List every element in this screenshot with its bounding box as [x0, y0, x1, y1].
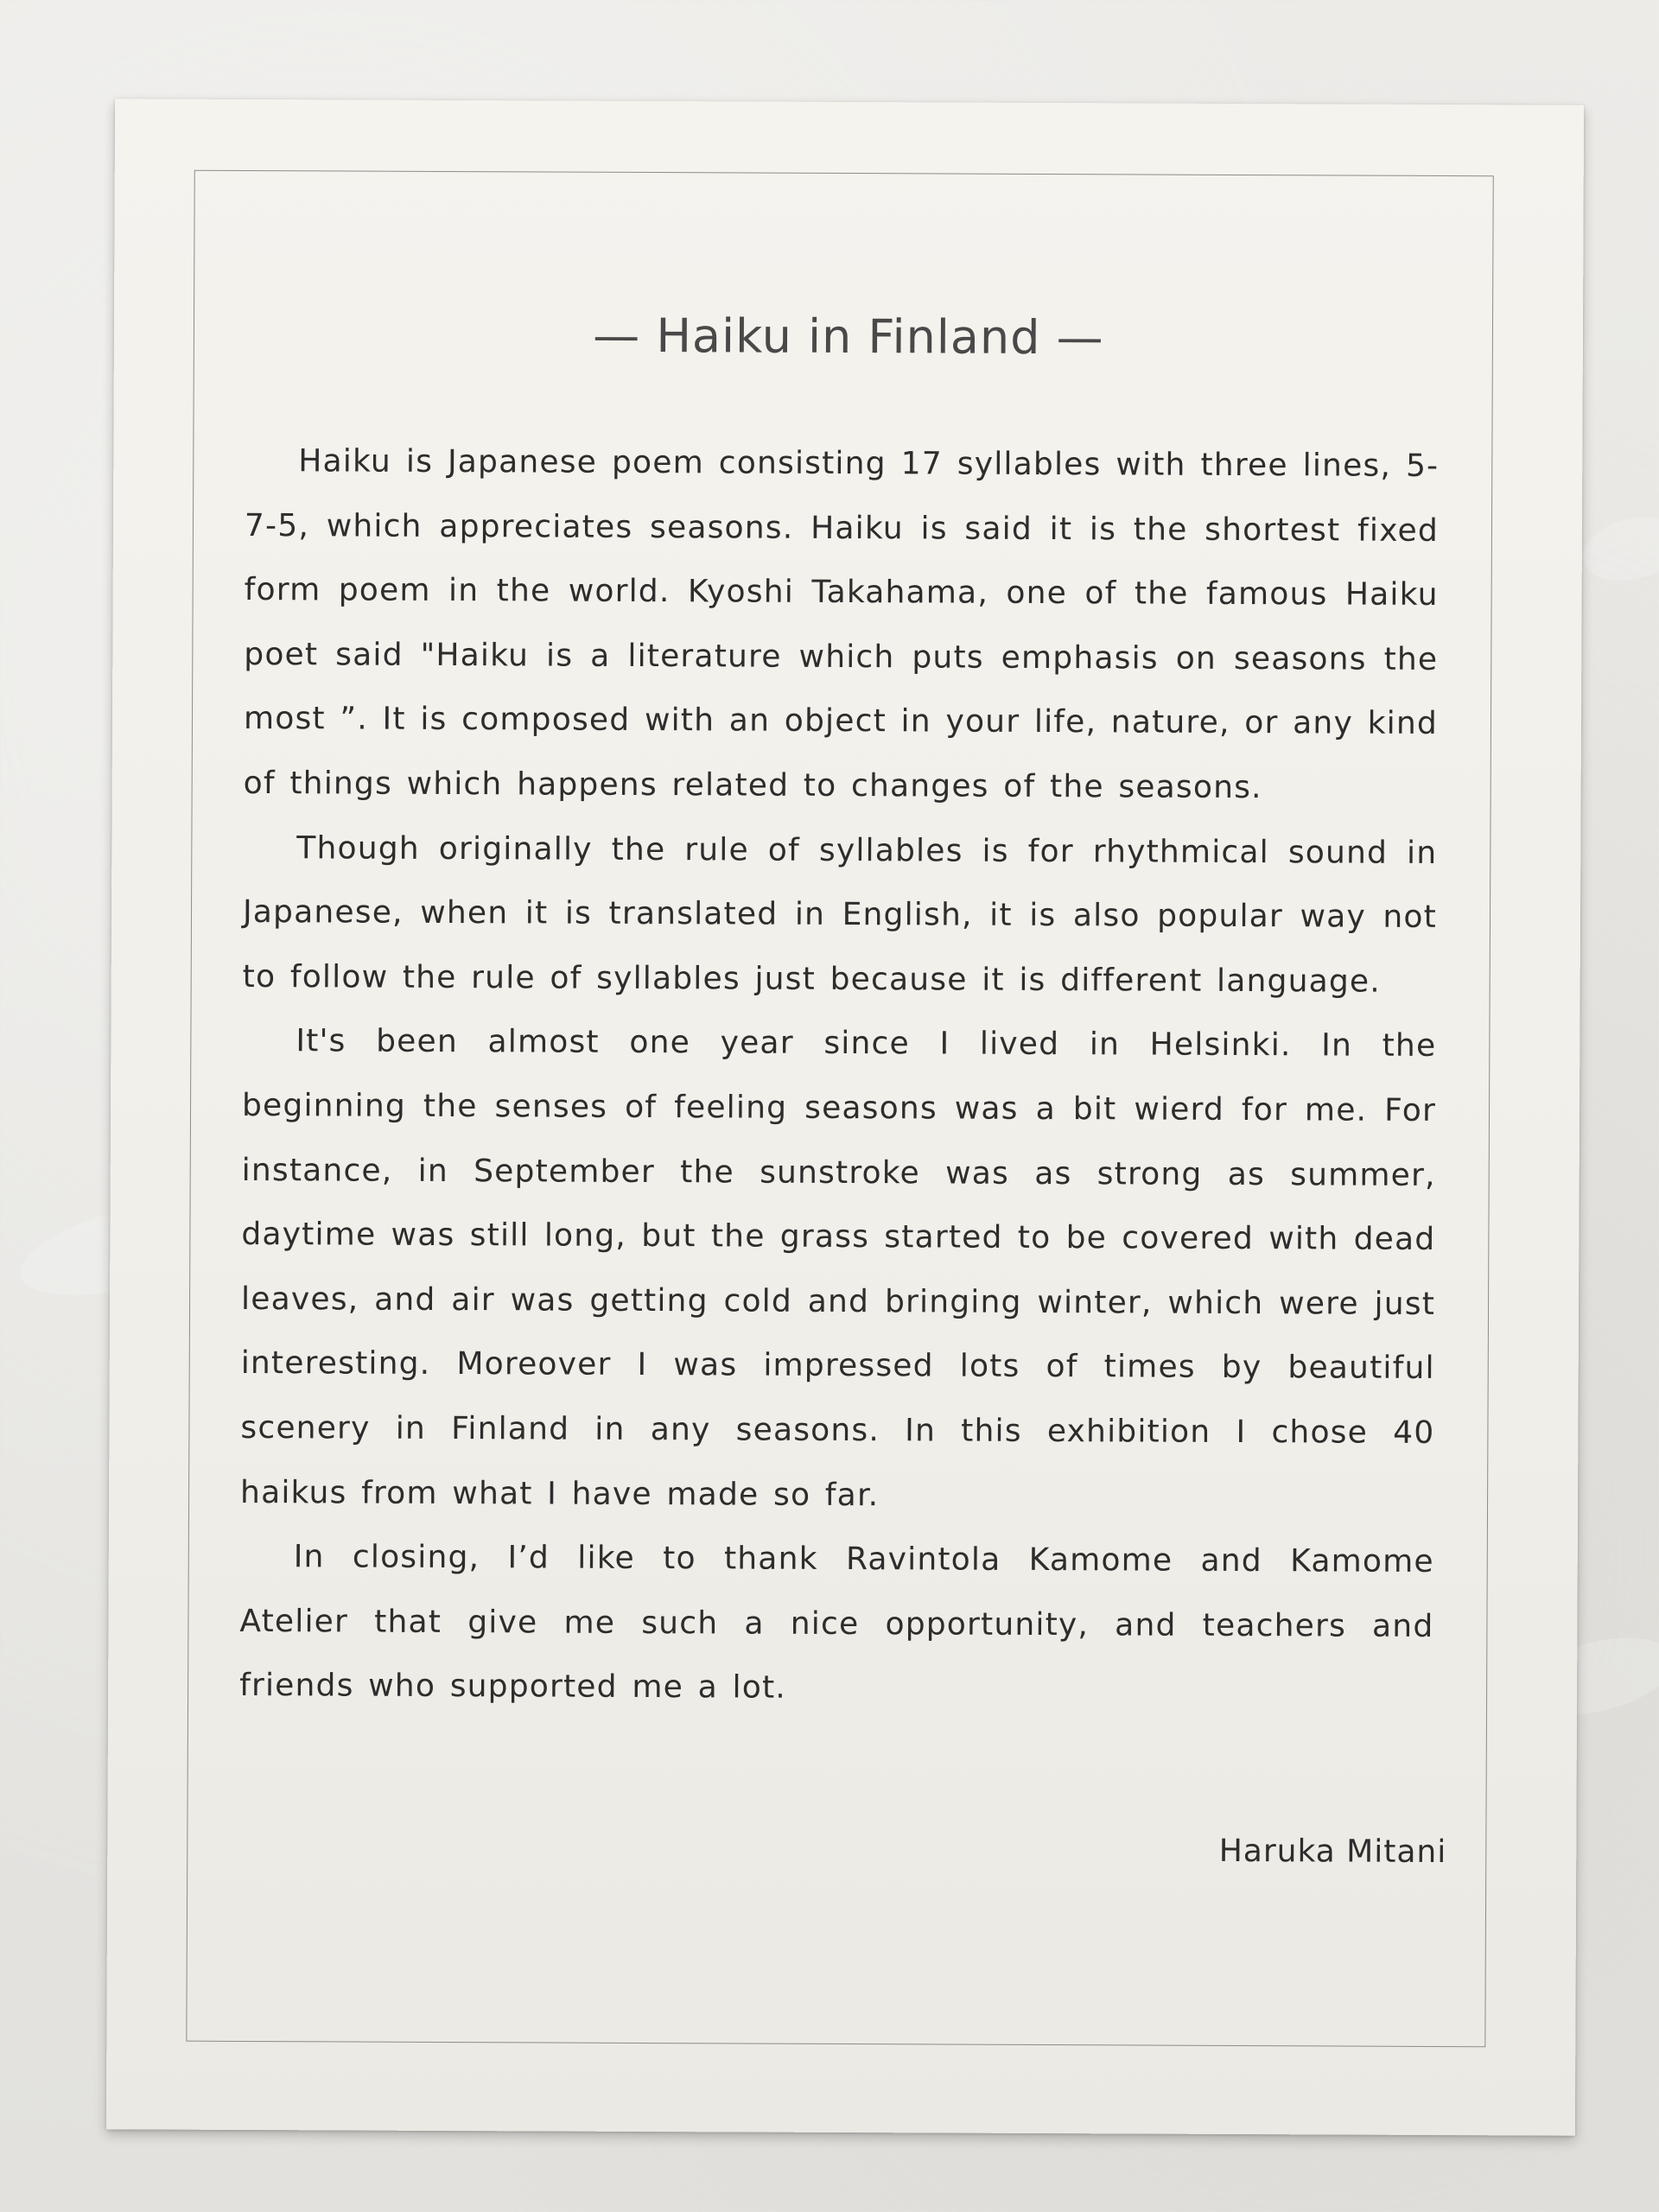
paragraph-syllables: Though originally the rule of syllables is for rhythmical sound in Japanese, when it is translated in English, it is also popular way not to follow the rule of syllables just because it is different language.	[242, 830, 1438, 1000]
paragraph-intro: Haiku is Japanese poem consisting 17 syllables with three lines, 5-7-5, which appreciates seasons. Haiku is said it is the shortest fixed form poem in the world. Kyoshi Takahama, one of the famous Haiku poet said "Haiku is a literature which puts emphasis on seasons the most ”. It is composed with an object in your life, nature, or any kind of things which happens related to changes of the seasons.	[243, 443, 1440, 806]
paragraph-helsinki: It's been almost one year since I lived in Helsinki. In the beginning the senses of feeling seasons was a bit wierd for me. For instance, in September the sunstroke was as strong as summer, daytime was still long, but the grass started to be covered with dead leaves, and air was getting cold and bringing winter, which were just interesting. Moreover I was impressed lots of times by beautiful scenery in Finland in any seasons. In this exhibition I chose 40 haikus from what I have made so far.	[240, 1023, 1437, 1513]
document-title: — Haiku in Finland —	[593, 308, 1104, 365]
paper-sheet	[106, 99, 1584, 2135]
wall-texture-stroke	[1575, 507, 1659, 591]
paragraph-closing: In closing, I’d like to thank Ravintola Kamome and Kamome Atelier that give me such a nice opportunity, and teachers and friends who supported me a lot.	[239, 1539, 1434, 1706]
author-signature: Haruka Mitani	[1218, 1833, 1447, 1871]
body-text	[239, 429, 1439, 1724]
